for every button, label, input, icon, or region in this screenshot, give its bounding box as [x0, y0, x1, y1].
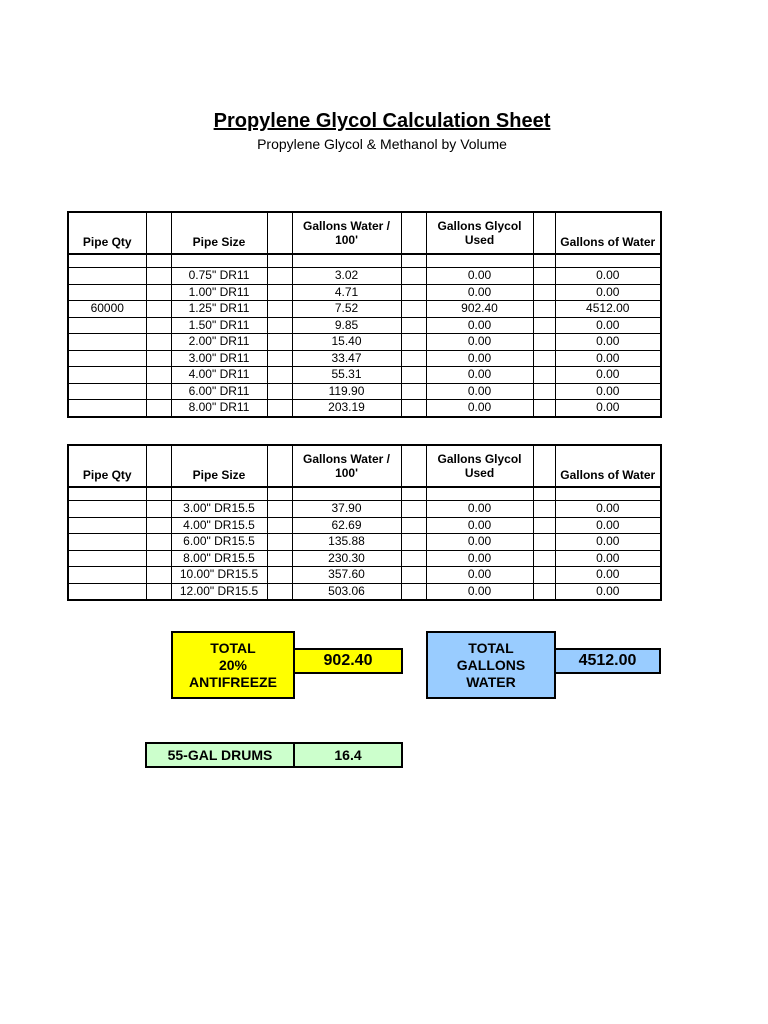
- cell-gallons-glycol-used: 0.00: [426, 334, 533, 351]
- page-subtitle: Propylene Glycol & Methanol by Volume: [257, 136, 507, 152]
- cell-gallons-of-water: 0.00: [555, 383, 661, 400]
- cell-gallons-of-water: 0.00: [555, 501, 661, 518]
- cell-gallons-water-per-100: 9.85: [292, 317, 401, 334]
- cell-gallons-of-water: 0.00: [555, 334, 661, 351]
- cell-pipe-size: 4.00" DR11: [171, 367, 267, 384]
- cell-pipe-size: 3.00" DR11: [171, 350, 267, 367]
- blank-row: [68, 254, 661, 268]
- cell-pipe-size: 6.00" DR11: [171, 383, 267, 400]
- cell-pipe-qty: [68, 567, 146, 584]
- cell-pipe-qty: [68, 383, 146, 400]
- cell-gallons-water-per-100: 55.31: [292, 367, 401, 384]
- cell-gallons-glycol-used: 0.00: [426, 501, 533, 518]
- total-water-line1: TOTAL: [468, 639, 514, 656]
- cell-pipe-size: 1.50" DR11: [171, 317, 267, 334]
- table-row: [68, 501, 661, 518]
- cell-pipe-qty: [68, 501, 146, 518]
- cell-gallons-of-water: 0.00: [555, 317, 661, 334]
- cell-gallons-glycol-used: 0.00: [426, 550, 533, 567]
- cell-pipe-size: 4.00" DR15.5: [171, 517, 267, 534]
- cell-pipe-qty: [68, 350, 146, 367]
- cell-gallons-of-water: 0.00: [555, 268, 661, 285]
- cell-gallons-water-per-100: 119.90: [292, 383, 401, 400]
- header-gallons-glycol-used: Gallons Glycol Used: [426, 445, 533, 487]
- table-row: [68, 334, 661, 351]
- cell-gallons-glycol-used: 0.00: [426, 567, 533, 584]
- table-row: [68, 383, 661, 400]
- header-pipe-qty: Pipe Qty: [68, 445, 146, 487]
- cell-pipe-size: 0.75" DR11: [171, 268, 267, 285]
- table-row: [68, 350, 661, 367]
- table-row: [68, 400, 661, 417]
- cell-pipe-qty: [68, 268, 146, 285]
- table-header-row: [68, 445, 661, 487]
- cell-gallons-glycol-used: 0.00: [426, 317, 533, 334]
- header-gallons-glycol-used: Gallons Glycol Used: [426, 212, 533, 254]
- cell-gallons-water-per-100: 503.06: [292, 583, 401, 600]
- cell-pipe-size: 12.00" DR15.5: [171, 583, 267, 600]
- cell-pipe-size: 6.00" DR15.5: [171, 534, 267, 551]
- table-row: [68, 317, 661, 334]
- cell-gallons-glycol-used: 0.00: [426, 284, 533, 301]
- cell-gallons-of-water: 0.00: [555, 284, 661, 301]
- cell-pipe-qty: [68, 400, 146, 417]
- blank-row: [68, 487, 661, 501]
- cell-gallons-of-water: 0.00: [555, 367, 661, 384]
- cell-pipe-size: 10.00" DR15.5: [171, 567, 267, 584]
- cell-gallons-water-per-100: 37.90: [292, 501, 401, 518]
- cell-pipe-size: 8.00" DR15.5: [171, 550, 267, 567]
- cell-pipe-size: 1.25" DR11: [171, 301, 267, 318]
- cell-pipe-qty: [68, 534, 146, 551]
- cell-gallons-glycol-used: 0.00: [426, 383, 533, 400]
- header-gallons-of-water: Gallons of Water: [555, 212, 661, 254]
- cell-pipe-qty: [68, 583, 146, 600]
- table-row: [68, 550, 661, 567]
- header-pipe-qty: Pipe Qty: [68, 212, 146, 254]
- cell-gallons-water-per-100: 62.69: [292, 517, 401, 534]
- header-gallons-of-water: Gallons of Water: [555, 445, 661, 487]
- dr11-pipe-table: [67, 211, 662, 418]
- cell-gallons-water-per-100: 203.19: [292, 400, 401, 417]
- cell-gallons-glycol-used: 0.00: [426, 268, 533, 285]
- table-row: [68, 367, 661, 384]
- table-row: [68, 534, 661, 551]
- cell-gallons-glycol-used: 0.00: [426, 400, 533, 417]
- table-row: [68, 284, 661, 301]
- page-title: Propylene Glycol Calculation Sheet: [213, 110, 551, 132]
- cell-pipe-size: 3.00" DR15.5: [171, 501, 267, 518]
- cell-pipe-size: 1.00" DR11: [171, 284, 267, 301]
- cell-pipe-qty: [68, 550, 146, 567]
- table-row: [68, 583, 661, 600]
- table-row: [68, 301, 661, 318]
- drums-value: 16.4: [293, 742, 403, 768]
- total-antifreeze-line1: TOTAL: [210, 639, 256, 656]
- cell-gallons-of-water: 0.00: [555, 400, 661, 417]
- cell-gallons-of-water: 0.00: [555, 350, 661, 367]
- dr15-table-body: [68, 501, 661, 601]
- dr15-pipe-table: [67, 444, 662, 601]
- total-water-label: [426, 631, 556, 699]
- cell-gallons-glycol-used: 0.00: [426, 367, 533, 384]
- cell-gallons-of-water: 0.00: [555, 567, 661, 584]
- cell-pipe-size: 2.00" DR11: [171, 334, 267, 351]
- cell-gallons-glycol-used: 0.00: [426, 350, 533, 367]
- cell-gallons-water-per-100: 3.02: [292, 268, 401, 285]
- total-water-line2: GALLONS: [456, 656, 526, 673]
- table-row: [68, 567, 661, 584]
- cell-gallons-water-per-100: 230.30: [292, 550, 401, 567]
- cell-pipe-qty: [68, 334, 146, 351]
- total-water-line3: WATER: [466, 673, 516, 690]
- cell-gallons-water-per-100: 7.52: [292, 301, 401, 318]
- cell-pipe-qty: [68, 367, 146, 384]
- dr11-table-body: [68, 268, 661, 417]
- total-antifreeze-line3: ANTIFREEZE: [189, 673, 277, 690]
- cell-gallons-of-water: 0.00: [555, 534, 661, 551]
- cell-gallons-of-water: 0.00: [555, 517, 661, 534]
- cell-gallons-water-per-100: 33.47: [292, 350, 401, 367]
- cell-gallons-of-water: 4512.00: [555, 301, 661, 318]
- cell-pipe-qty: [68, 517, 146, 534]
- header-gallons-water-per-100: Gallons Water / 100': [292, 212, 401, 254]
- cell-gallons-glycol-used: 902.40: [426, 301, 533, 318]
- cell-gallons-glycol-used: 0.00: [426, 534, 533, 551]
- cell-gallons-of-water: 0.00: [555, 550, 661, 567]
- cell-gallons-water-per-100: 4.71: [292, 284, 401, 301]
- cell-gallons-glycol-used: 0.00: [426, 517, 533, 534]
- cell-gallons-glycol-used: 0.00: [426, 583, 533, 600]
- total-water-value: 4512.00: [554, 648, 661, 674]
- cell-gallons-water-per-100: 135.88: [292, 534, 401, 551]
- total-antifreeze-label: [171, 631, 295, 699]
- total-antifreeze-line2: 20%: [218, 656, 247, 673]
- cell-gallons-water-per-100: 15.40: [292, 334, 401, 351]
- header-gallons-water-per-100: Gallons Water / 100': [292, 445, 401, 487]
- table-row: [68, 268, 661, 285]
- cell-gallons-of-water: 0.00: [555, 583, 661, 600]
- cell-pipe-size: 8.00" DR11: [171, 400, 267, 417]
- header-pipe-size: Pipe Size: [171, 445, 267, 487]
- drums-label: 55-GAL DRUMS: [145, 742, 295, 768]
- cell-gallons-water-per-100: 357.60: [292, 567, 401, 584]
- total-antifreeze-value: 902.40: [293, 648, 403, 674]
- cell-pipe-qty: [68, 317, 146, 334]
- table-header-row: [68, 212, 661, 254]
- cell-pipe-qty: 60000: [68, 301, 146, 318]
- cell-pipe-qty: [68, 284, 146, 301]
- table-row: [68, 517, 661, 534]
- header-pipe-size: Pipe Size: [171, 212, 267, 254]
